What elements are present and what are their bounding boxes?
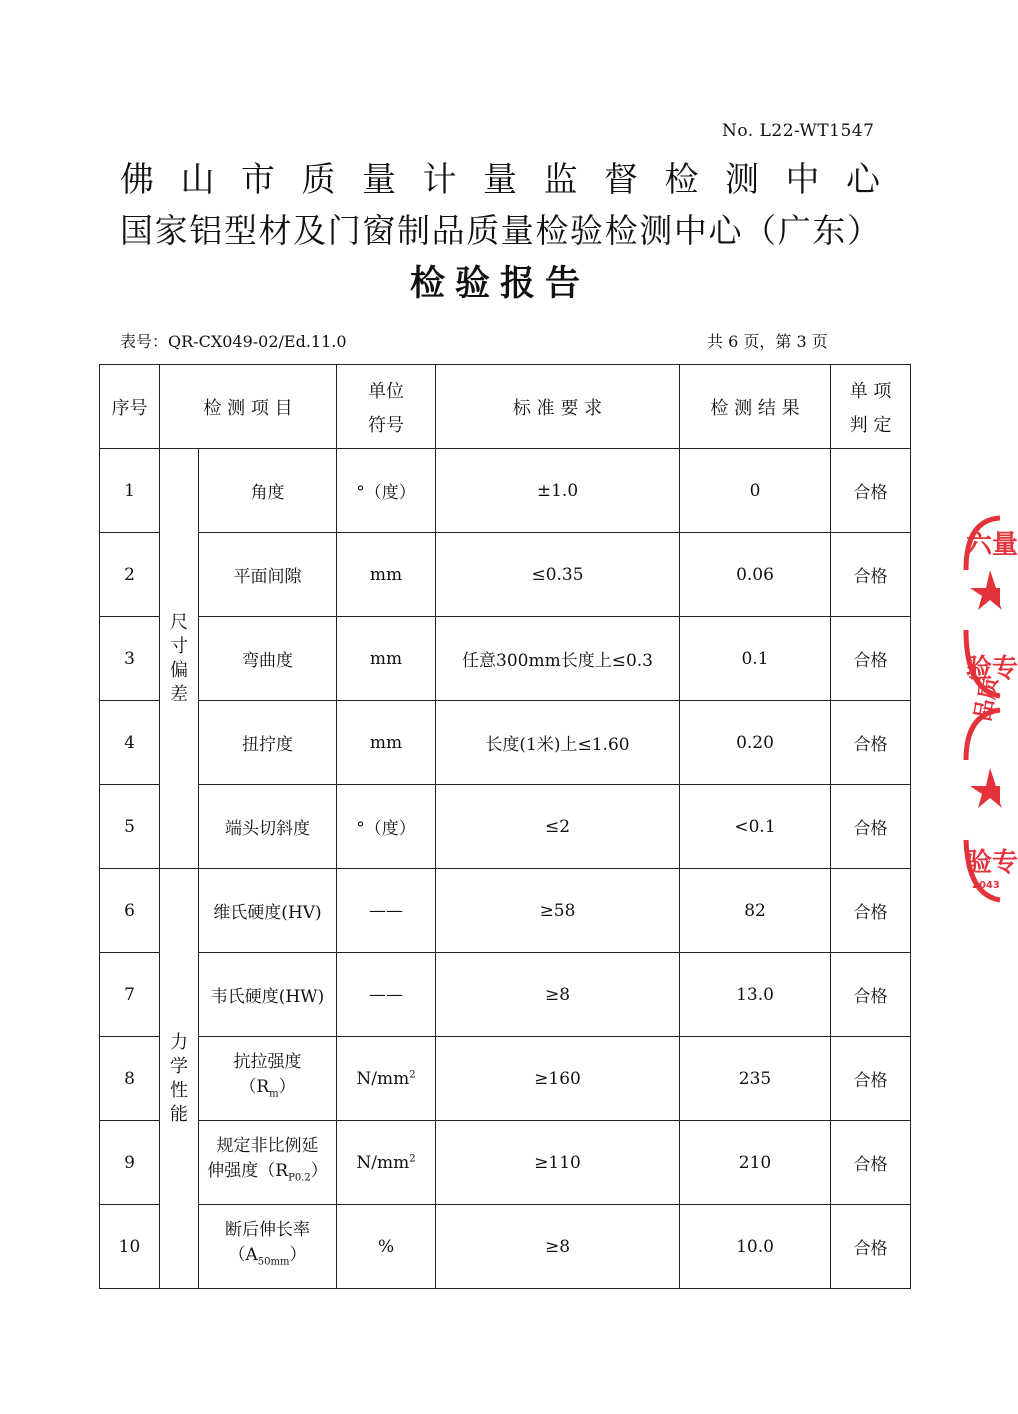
row-item-line2 [199, 1243, 336, 1274]
table-row [100, 785, 911, 869]
group-char: 性 [170, 1079, 188, 1101]
row-standard: ±1.0 [436, 449, 680, 533]
row-unit: °（度） [337, 449, 436, 533]
row-item [199, 1037, 337, 1121]
unit-base: N/mm [356, 1068, 410, 1089]
row-seq: 6 [100, 869, 160, 953]
row-result: 0.06 [680, 533, 831, 617]
row-seq: 4 [100, 701, 160, 785]
table-row [100, 449, 911, 533]
seal-star-icon [970, 768, 1002, 808]
group-label-dimension [160, 449, 199, 869]
row-standard: ≥110 [436, 1121, 680, 1205]
row-unit: —— [337, 953, 436, 1037]
unit-superscript: 2 [409, 1068, 416, 1080]
header-seq: 序号 [100, 365, 160, 449]
row-unit: °（度） [337, 785, 436, 869]
row-item: 弯曲度 [199, 617, 337, 701]
group-char: 差 [170, 683, 188, 705]
row-verdict: 合格 [831, 449, 911, 533]
row-verdict: 合格 [831, 1205, 911, 1289]
header-result: 检 测 结 果 [680, 365, 831, 449]
unit-base: N/mm [356, 1152, 410, 1173]
header-unit-line2: 符号 [368, 414, 405, 436]
row-item-line2 [199, 1075, 336, 1106]
row-item: 角度 [199, 449, 337, 533]
row-verdict: 合格 [831, 785, 911, 869]
item-suffix: ） [278, 1077, 296, 1098]
row-verdict: 合格 [831, 701, 911, 785]
row-standard: ≥160 [436, 1037, 680, 1121]
row-result: 0 [680, 449, 831, 533]
row-verdict: 合格 [831, 533, 911, 617]
header-verdict-line1: 单 项 [849, 380, 892, 402]
row-seq: 5 [100, 785, 160, 869]
seal-text-fragment: 验专 [966, 848, 1018, 878]
row-result: 10.0 [680, 1205, 831, 1289]
row-item [199, 1121, 337, 1205]
row-item: 维氏硬度(HV) [199, 869, 337, 953]
row-item: 端头切斜度 [199, 785, 337, 869]
row-result: 0.20 [680, 701, 831, 785]
row-item-line2 [199, 1159, 336, 1190]
row-item: 扭拧度 [199, 701, 337, 785]
row-standard: ≤2 [436, 785, 680, 869]
row-item: 韦氏硬度(HW) [199, 953, 337, 1037]
row-unit: mm [337, 533, 436, 617]
header-verdict-line2: 判 定 [849, 414, 892, 436]
table-row [100, 869, 911, 953]
row-result: 13.0 [680, 953, 831, 1037]
header-unit [337, 365, 436, 449]
header-item: 检 测 项 目 [160, 365, 337, 449]
row-standard: ≥8 [436, 953, 680, 1037]
row-verdict: 合格 [831, 869, 911, 953]
row-verdict: 合格 [831, 1037, 911, 1121]
group-char: 尺 [170, 611, 188, 633]
item-subscript: 50mm [257, 1256, 290, 1268]
center-name-heading: 佛山市质量计量监督检测中心 [120, 160, 880, 200]
row-seq: 9 [100, 1121, 160, 1205]
row-verdict: 合格 [831, 617, 911, 701]
row-seq: 10 [100, 1205, 160, 1289]
header-verdict [831, 365, 911, 449]
row-seq: 2 [100, 533, 160, 617]
row-item [199, 1205, 337, 1289]
row-item-line1: 断后伸长率 [225, 1220, 310, 1241]
page-info: 共 6 页，第 3 页 [707, 332, 828, 351]
header-unit-line1: 单位 [368, 380, 405, 402]
row-standard: 任意300mm长度上≤0.3 [436, 617, 680, 701]
header-standard: 标 准 要 求 [436, 365, 680, 449]
table-row [100, 1121, 911, 1205]
form-code: 表号：QR-CX049-02/Ed.11.0 [120, 332, 347, 351]
table-row [100, 1205, 911, 1289]
row-standard: ≤0.35 [436, 533, 680, 617]
row-seq: 3 [100, 617, 160, 701]
row-result: 210 [680, 1121, 831, 1205]
row-unit [337, 1037, 436, 1121]
row-unit: mm [337, 701, 436, 785]
inspection-table [99, 364, 911, 1289]
seal-text-fragment: 六量 [966, 530, 1018, 560]
seal-star-icon [970, 570, 1002, 610]
table-row [100, 617, 911, 701]
row-seq: 7 [100, 953, 160, 1037]
row-seq: 8 [100, 1037, 160, 1121]
row-verdict: 合格 [831, 1121, 911, 1205]
item-prefix: （R [239, 1077, 270, 1098]
unit-superscript: 2 [409, 1152, 416, 1164]
row-unit: —— [337, 869, 436, 953]
table-header-row [100, 365, 911, 449]
group-label-mechanical [160, 869, 199, 1289]
row-unit: mm [337, 617, 436, 701]
seal-text-fragment: 验专 [966, 654, 1018, 684]
row-result: 82 [680, 869, 831, 953]
item-subscript: P0.2 [288, 1172, 311, 1184]
seal-text-fragment: 2043 [972, 880, 1000, 891]
row-result: 235 [680, 1037, 831, 1121]
document-title: 检验报告 [409, 263, 590, 304]
row-unit [337, 1121, 436, 1205]
row-standard: ≥58 [436, 869, 680, 953]
row-item: 平面间隙 [199, 533, 337, 617]
row-verdict: 合格 [831, 953, 911, 1037]
item-prefix: 伸强度（R [207, 1161, 289, 1182]
lab-name-heading: 国家铝型材及门窗制品质量检验检测中心（广东） [120, 211, 880, 250]
group-char: 寸 [170, 635, 188, 657]
item-suffix: ） [310, 1161, 328, 1182]
seal-text-fragment: 品质 [970, 675, 1004, 724]
report-number: No. L22-WT1547 [722, 121, 875, 141]
row-result: 0.1 [680, 617, 831, 701]
table-row [100, 953, 911, 1037]
group-char: 偏 [170, 659, 188, 681]
row-unit: % [337, 1205, 436, 1289]
table-row [100, 533, 911, 617]
table-row [100, 1037, 911, 1121]
item-suffix: ） [289, 1245, 307, 1266]
group-char: 能 [170, 1103, 188, 1125]
group-char: 力 [170, 1031, 188, 1053]
row-result: <0.1 [680, 785, 831, 869]
row-standard: ≥8 [436, 1205, 680, 1289]
group-char: 学 [170, 1055, 188, 1077]
table-row [100, 701, 911, 785]
item-subscript: m [269, 1088, 279, 1100]
row-standard: 长度(1米)上≤1.60 [436, 701, 680, 785]
row-item-line1: 抗拉强度 [233, 1052, 302, 1073]
item-prefix: （A [228, 1245, 258, 1266]
row-item-line1: 规定非比例延 [216, 1136, 319, 1157]
row-seq: 1 [100, 449, 160, 533]
